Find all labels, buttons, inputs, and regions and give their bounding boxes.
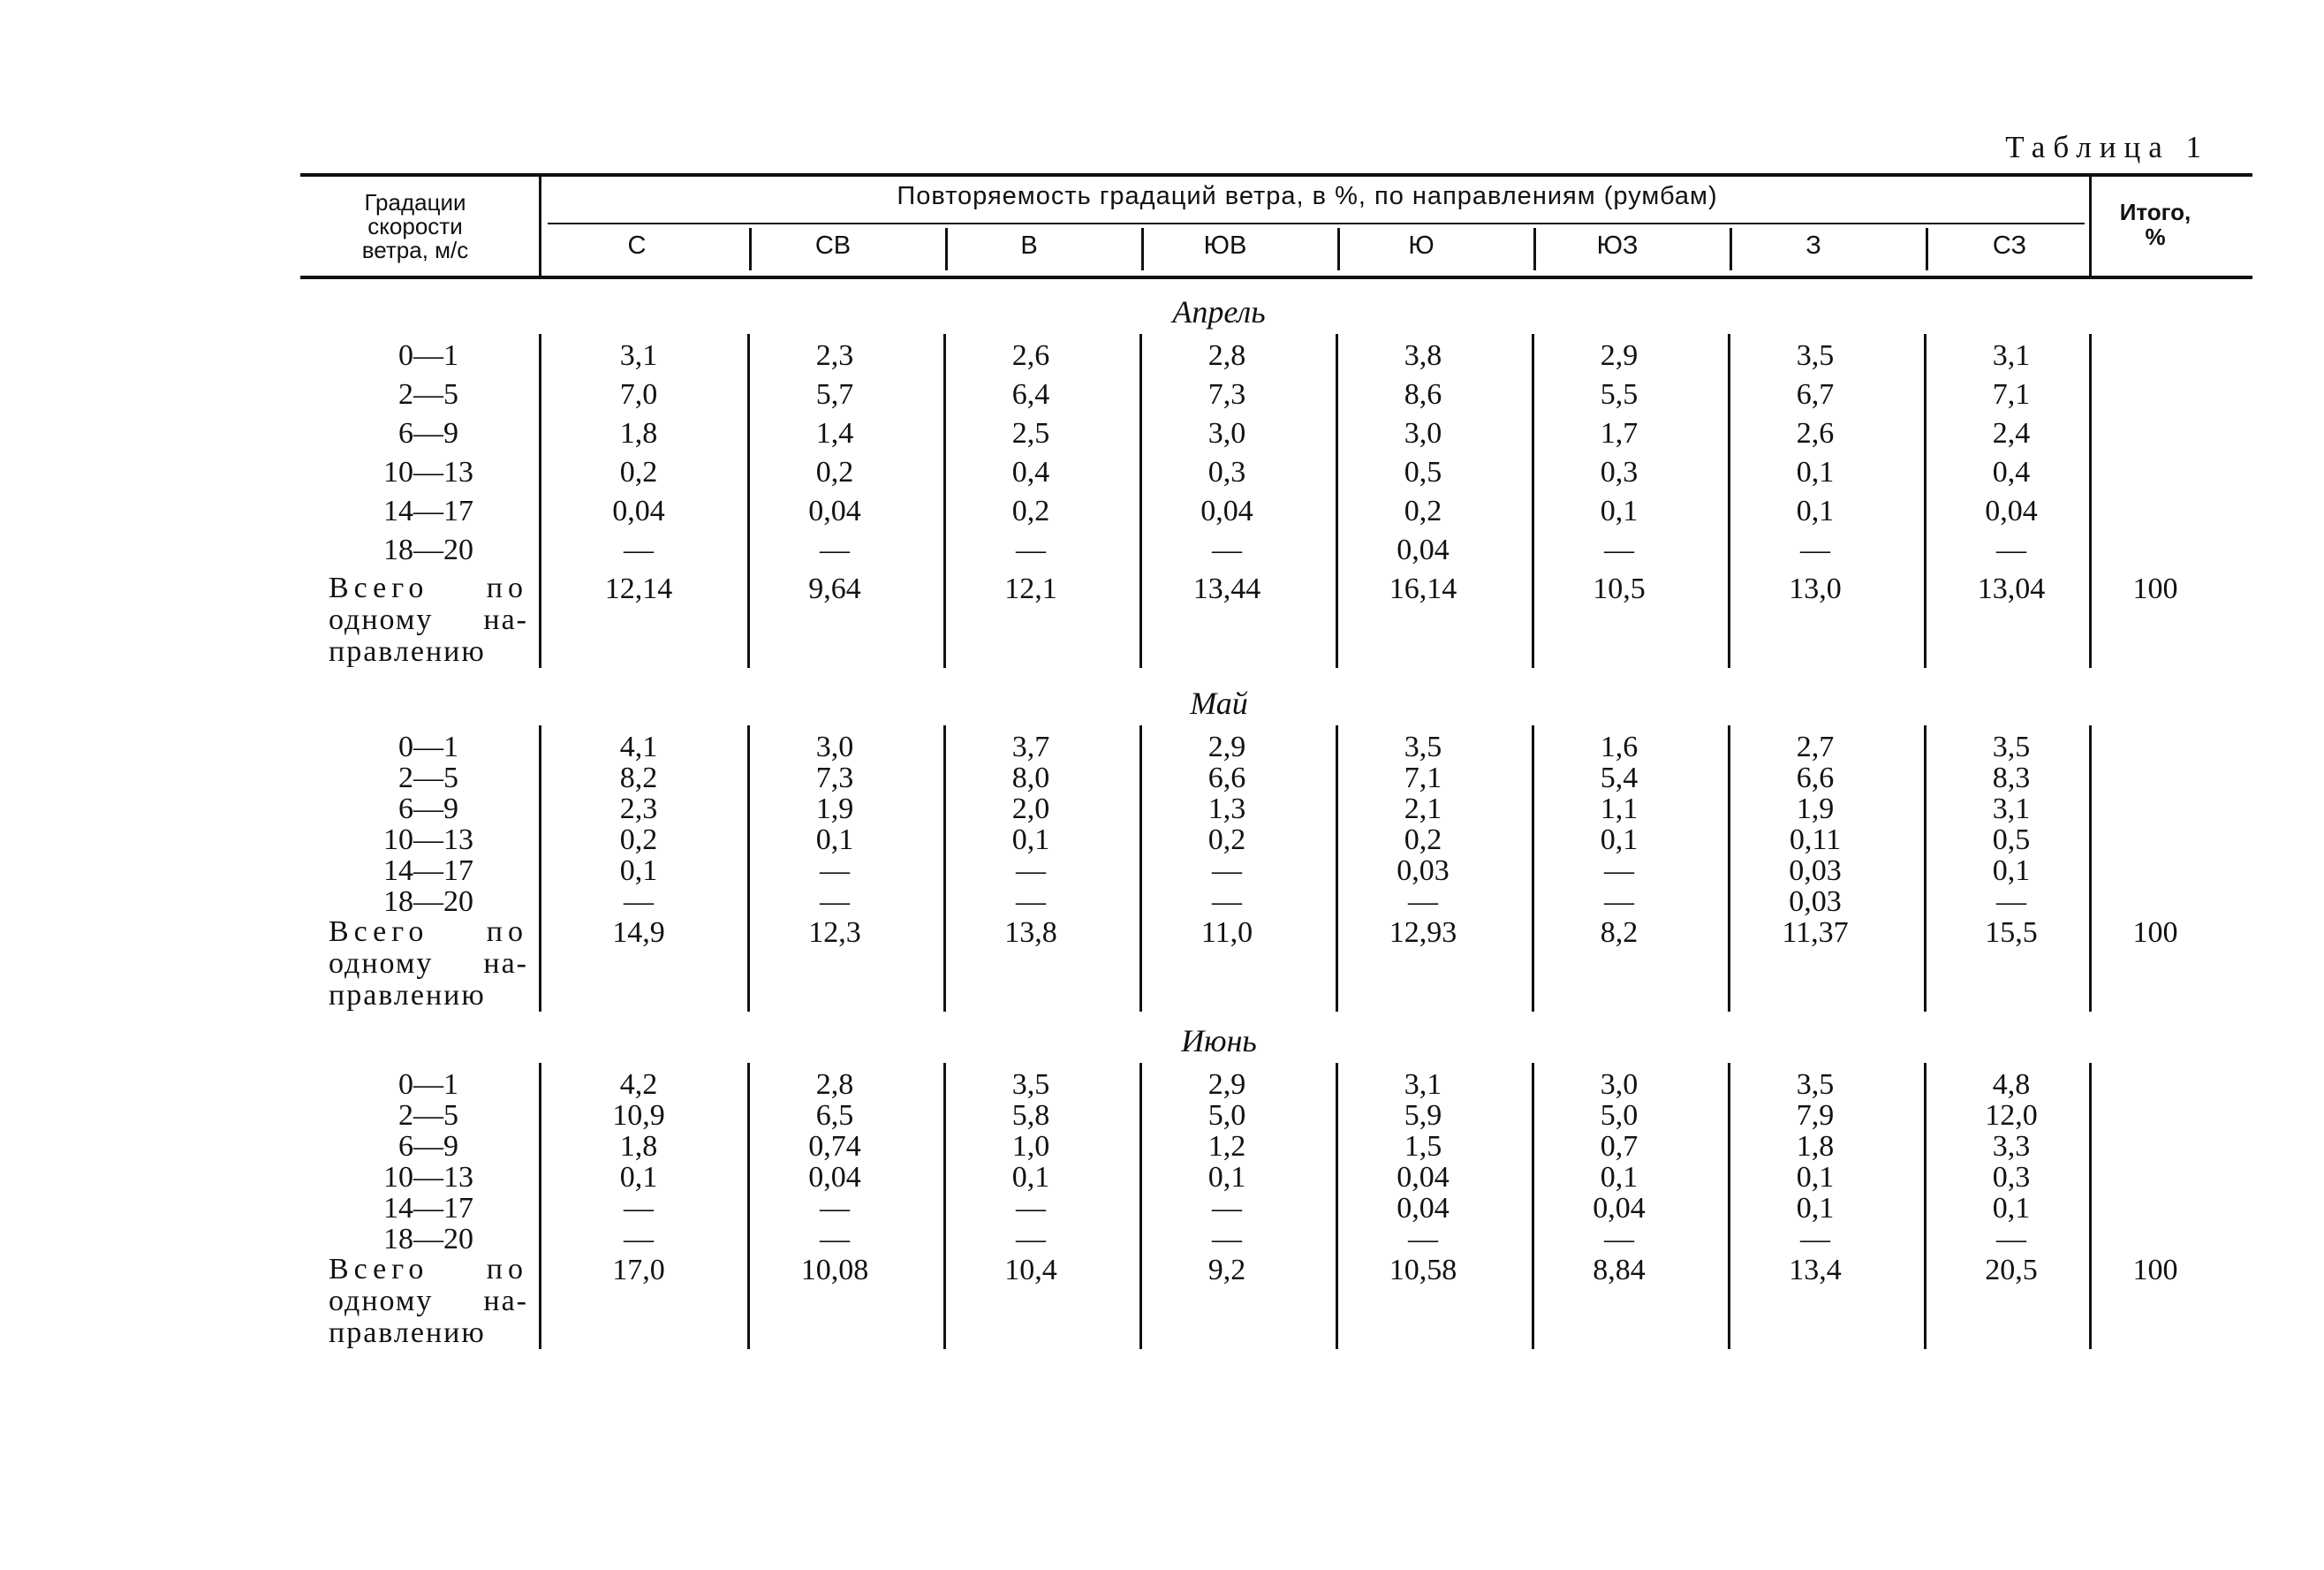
table-cell: 0,04 — [1593, 1192, 1646, 1225]
total-cell: 12,1 — [1004, 573, 1057, 605]
month-heading: Июнь — [1181, 1023, 1257, 1058]
table-cell: 0,1 — [1011, 823, 1050, 856]
total-cell: 8,84 — [1593, 1254, 1646, 1286]
table-cell: 0,1 — [1992, 1192, 2031, 1225]
table-cell: — — [1016, 885, 1046, 918]
table-cell: 3,3 — [1992, 1130, 2031, 1163]
total-label-word: по — [486, 572, 528, 604]
table-cell: 3,1 — [1992, 339, 2031, 372]
table-cell: 2,7 — [1796, 731, 1835, 763]
total-cell: 12,14 — [604, 573, 673, 605]
table-cell: 2,1 — [1404, 793, 1442, 825]
column-divider — [1532, 334, 1534, 668]
total-cell: 10,4 — [1004, 1254, 1057, 1286]
speed-grade-label: 10—13 — [383, 456, 473, 489]
table-cell: 0,2 — [1207, 823, 1246, 856]
column-divider — [1139, 725, 1142, 1012]
direction-header-divider — [1926, 228, 1928, 270]
table-cell: — — [1408, 885, 1438, 918]
table-cell: 3,1 — [1992, 793, 2031, 825]
table-cell: 0,1 — [1796, 456, 1835, 489]
direction-header-2: СВ — [814, 231, 852, 260]
table-cell: 3,0 — [1600, 1068, 1639, 1101]
direction-header-divider — [1533, 228, 1536, 270]
table-cell: — — [1996, 885, 2026, 918]
table-cell: 7,1 — [1992, 378, 2031, 411]
itogo-value: 100 — [2132, 573, 2178, 605]
table-cell: 0,03 — [1789, 854, 1842, 887]
table-cell: 12,0 — [1985, 1099, 2038, 1132]
table-cell: 1,7 — [1600, 417, 1639, 450]
table-cell: 3,0 — [1207, 417, 1246, 450]
table-cell: 0,1 — [1796, 1192, 1835, 1225]
total-cell: 17,0 — [612, 1254, 665, 1286]
table-cell: 8,3 — [1992, 762, 2031, 794]
column-divider — [1924, 1063, 1927, 1349]
table-cell: 1,9 — [815, 793, 854, 825]
table-cell: 0,5 — [1404, 456, 1442, 489]
table-cell: 1,2 — [1207, 1130, 1246, 1163]
total-cell: 10,08 — [800, 1254, 869, 1286]
speed-grade-label: 0—1 — [398, 339, 458, 372]
table-cell: — — [820, 854, 850, 887]
speed-grade-label: 2—5 — [398, 1099, 458, 1132]
total-cell: 9,2 — [1207, 1254, 1246, 1286]
direction-header-8: СЗ — [1992, 231, 2027, 260]
table-cell: — — [1212, 854, 1242, 887]
column-divider — [1336, 334, 1338, 668]
direction-header-divider — [1730, 228, 1732, 270]
direction-header-6: ЮЗ — [1596, 231, 1639, 260]
table-cell: — — [1212, 1223, 1242, 1255]
table-cell: 0,1 — [1600, 823, 1639, 856]
table-cell: 0,1 — [1600, 495, 1639, 527]
total-header: Итого, % — [2119, 199, 2192, 250]
table-cell: 3,1 — [1404, 1068, 1442, 1101]
table-cell: — — [820, 534, 850, 566]
table-cell: — — [1604, 534, 1634, 566]
table-cell: — — [1212, 534, 1242, 566]
speed-grade-label: 6—9 — [398, 793, 458, 825]
column-divider — [1139, 334, 1142, 668]
table-cell: 0,03 — [1789, 885, 1842, 918]
table-cell: 2,3 — [619, 793, 658, 825]
total-row-label — [329, 916, 528, 1012]
table-cell: 2,9 — [1207, 1068, 1246, 1101]
total-cell: 13,04 — [1977, 573, 2046, 605]
table-cell: 0,1 — [619, 854, 658, 887]
table-cell: 0,04 — [1200, 495, 1253, 527]
table-cell: — — [624, 1192, 654, 1225]
table-cell: 0,2 — [1404, 495, 1442, 527]
column-divider — [1532, 1063, 1534, 1349]
group-header-underline — [548, 223, 2085, 224]
speed-grade-label: 18—20 — [383, 1223, 473, 1255]
table-cell: 2,9 — [1207, 731, 1246, 763]
column-divider — [943, 1063, 946, 1349]
table-cell: 0,2 — [815, 456, 854, 489]
column-divider — [1336, 725, 1338, 1012]
speed-grade-label: 14—17 — [383, 495, 473, 527]
table-cell: 0,1 — [1992, 854, 2031, 887]
table-cell: 0,04 — [1397, 534, 1450, 566]
total-label-line — [329, 1254, 528, 1286]
table-cell: 2,9 — [1600, 339, 1639, 372]
total-label-line — [329, 1286, 528, 1317]
table-cell: — — [1604, 1223, 1634, 1255]
table-cell: 0,4 — [1011, 456, 1050, 489]
table-cell: 0,04 — [808, 1161, 861, 1194]
table-cell: 8,6 — [1404, 378, 1442, 411]
total-cell: 15,5 — [1985, 916, 2038, 949]
total-label-line — [329, 604, 528, 636]
row-header: Градации скорости ветра, м/с — [361, 189, 469, 263]
total-cell: 12,93 — [1389, 916, 1457, 949]
table-cell: 2,0 — [1011, 793, 1050, 825]
table-cell: — — [1212, 1192, 1242, 1225]
table-cell: 1,6 — [1600, 731, 1639, 763]
table-cell: — — [820, 885, 850, 918]
speed-grade-label: 18—20 — [383, 885, 473, 918]
direction-header-1: С — [627, 231, 647, 260]
speed-grade-label: 10—13 — [383, 823, 473, 856]
direction-header-divider — [945, 228, 948, 270]
table-cell: 5,5 — [1600, 378, 1639, 411]
table-cell: — — [1212, 885, 1242, 918]
column-divider — [1924, 334, 1927, 668]
total-label-line: правлению — [329, 1316, 486, 1349]
column-divider — [539, 1063, 541, 1349]
table-cell: — — [1996, 534, 2026, 566]
table-cell: — — [1604, 854, 1634, 887]
table-cell: 0,4 — [1992, 456, 2031, 489]
total-cell: 16,14 — [1389, 573, 1457, 605]
table-cell: 2,4 — [1992, 417, 2031, 450]
column-divider — [1532, 725, 1534, 1012]
column-divider — [747, 725, 750, 1012]
speed-grade-label: 6—9 — [398, 1130, 458, 1163]
column-divider — [2089, 334, 2092, 668]
speed-grade-label: 10—13 — [383, 1161, 473, 1194]
table-cell: — — [1016, 854, 1046, 887]
table-cell: — — [1016, 1192, 1046, 1225]
column-divider — [539, 725, 541, 1012]
table-cell: 0,04 — [808, 495, 861, 527]
table-cell: 8,0 — [1011, 762, 1050, 794]
table-cell: 0,7 — [1600, 1130, 1639, 1163]
total-label-line — [329, 916, 528, 948]
column-divider — [1924, 725, 1927, 1012]
table-cell: 0,2 — [1011, 495, 1050, 527]
table-cell: 8,2 — [619, 762, 658, 794]
speed-grade-label: 14—17 — [383, 854, 473, 887]
total-label-word: по — [486, 915, 528, 948]
column-divider — [747, 334, 750, 668]
table-cell: 7,0 — [619, 378, 658, 411]
table-cell: 0,1 — [1207, 1161, 1246, 1194]
total-label-word: Всего — [329, 915, 429, 948]
table-cell: 0,04 — [612, 495, 665, 527]
speed-grade-label: 2—5 — [398, 378, 458, 411]
column-divider — [2089, 725, 2092, 1012]
table-cell: 1,8 — [619, 1130, 658, 1163]
table-cell: 4,2 — [619, 1068, 658, 1101]
column-divider — [2089, 1063, 2092, 1349]
table-cell: 0,1 — [1796, 1161, 1835, 1194]
total-cell: 13,4 — [1789, 1254, 1842, 1286]
table-cell: 7,3 — [815, 762, 854, 794]
table-top-rule — [300, 173, 2252, 177]
total-cell: 10,5 — [1593, 573, 1646, 605]
direction-header-5: Ю — [1408, 231, 1435, 260]
column-divider — [747, 1063, 750, 1349]
month-heading: Май — [1190, 686, 1248, 721]
table-cell: — — [1408, 1223, 1438, 1255]
table-header-bottom-rule — [300, 276, 2252, 279]
table-cell: 0,03 — [1397, 854, 1450, 887]
table-cell: — — [1016, 1223, 1046, 1255]
total-cell: 13,44 — [1192, 573, 1261, 605]
total-cell: 11,37 — [1782, 916, 1849, 949]
table-cell: 0,74 — [808, 1130, 861, 1163]
total-cell: 13,8 — [1004, 916, 1057, 949]
table-cell: — — [1800, 534, 1830, 566]
column-divider — [1728, 1063, 1730, 1349]
speed-grade-label: 2—5 — [398, 762, 458, 794]
column-divider — [943, 334, 946, 668]
total-label-word: Всего — [329, 572, 429, 604]
table-cell: 2,8 — [815, 1068, 854, 1101]
total-label-word: одному — [329, 1285, 434, 1317]
total-label-word: одному — [329, 603, 434, 636]
table-cell: 0,3 — [1992, 1161, 2031, 1194]
total-label-line: правлению — [329, 979, 486, 1012]
table-cell: 7,1 — [1404, 762, 1442, 794]
speed-grade-label: 18—20 — [383, 534, 473, 566]
total-cell: 11,0 — [1200, 916, 1253, 949]
table-cell: 1,0 — [1011, 1130, 1050, 1163]
column-divider — [943, 725, 946, 1012]
total-label-line — [329, 573, 528, 604]
table-cell: — — [820, 1223, 850, 1255]
direction-header-divider — [1141, 228, 1144, 270]
table-cell: 5,0 — [1207, 1099, 1246, 1132]
table-cell: 5,9 — [1404, 1099, 1442, 1132]
table-cell: 2,8 — [1207, 339, 1246, 372]
total-cell: 12,3 — [808, 916, 861, 949]
table-cell: 0,2 — [619, 823, 658, 856]
speed-grade-label: 0—1 — [398, 1068, 458, 1101]
table-cell: 0,1 — [619, 1161, 658, 1194]
table-cell: 6,6 — [1207, 762, 1246, 794]
table-cell: 3,5 — [1992, 731, 2031, 763]
table-cell: 3,0 — [1404, 417, 1442, 450]
table-cell: 2,3 — [815, 339, 854, 372]
total-cell: 14,9 — [612, 916, 665, 949]
table-cell: 1,4 — [815, 417, 854, 450]
table-cell: 2,6 — [1011, 339, 1050, 372]
total-cell: 20,5 — [1985, 1254, 2038, 1286]
total-label-word: одному — [329, 947, 434, 980]
total-row-label — [329, 1254, 528, 1349]
table-cell: 1,8 — [619, 417, 658, 450]
table-cell: 1,3 — [1207, 793, 1246, 825]
table-cell: 5,8 — [1011, 1099, 1050, 1132]
table-cell: — — [624, 885, 654, 918]
table-cell: 0,1 — [1600, 1161, 1639, 1194]
table-cell: 3,5 — [1011, 1068, 1050, 1101]
table-cell: 10,9 — [612, 1099, 665, 1132]
table-cell: 0,3 — [1600, 456, 1639, 489]
table-cell: 6,6 — [1796, 762, 1835, 794]
table-cell: — — [624, 1223, 654, 1255]
table-cell: 2,5 — [1011, 417, 1050, 450]
column-divider — [1139, 1063, 1142, 1349]
total-label-word: по — [486, 1253, 528, 1286]
table-label: Таблица 1 — [2005, 130, 2209, 164]
total-cell: 13,0 — [1789, 573, 1842, 605]
table-cell: 2,6 — [1796, 417, 1835, 450]
table-cell: 6,7 — [1796, 378, 1835, 411]
table-cell: 4,8 — [1992, 1068, 2031, 1101]
table-cell: 0,1 — [1796, 495, 1835, 527]
total-label-word: на- — [483, 1285, 528, 1317]
total-cell: 8,2 — [1600, 916, 1639, 949]
table-cell: 0,04 — [1397, 1161, 1450, 1194]
table-cell: 5,4 — [1600, 762, 1639, 794]
table-cell: 0,04 — [1397, 1192, 1450, 1225]
speed-grade-label: 6—9 — [398, 417, 458, 450]
table-cell: 5,0 — [1600, 1099, 1639, 1132]
direction-header-divider — [749, 228, 752, 270]
direction-header-divider — [1337, 228, 1340, 270]
total-cell: 9,64 — [808, 573, 861, 605]
group-header: Повторяемость градаций ветра, в %, по направлениям (румбам) — [897, 182, 1718, 210]
column-divider — [1728, 725, 1730, 1012]
total-label-word: на- — [483, 603, 528, 636]
table-cell: — — [820, 1192, 850, 1225]
table-cell: 0,2 — [1404, 823, 1442, 856]
table-cell: 1,5 — [1404, 1130, 1442, 1163]
table-cell: 6,4 — [1011, 378, 1050, 411]
table-cell: 7,9 — [1796, 1099, 1835, 1132]
table-cell: — — [1016, 534, 1046, 566]
table-cell: — — [624, 534, 654, 566]
direction-header-7: З — [1805, 231, 1821, 260]
table-cell: 6,5 — [815, 1099, 854, 1132]
table-cell: 3,8 — [1404, 339, 1442, 372]
direction-header-3: В — [1020, 231, 1038, 260]
column-divider — [1336, 1063, 1338, 1349]
table-cell: 0,1 — [815, 823, 854, 856]
table-cell: 3,0 — [815, 731, 854, 763]
table-cell: 4,1 — [619, 731, 658, 763]
table-cell: 0,04 — [1985, 495, 2038, 527]
speed-grade-label: 0—1 — [398, 731, 458, 763]
total-label-word: на- — [483, 947, 528, 980]
total-cell: 10,58 — [1389, 1254, 1457, 1286]
table-cell: — — [1604, 885, 1634, 918]
table-cell: 0,11 — [1789, 823, 1842, 856]
table-cell: 3,5 — [1404, 731, 1442, 763]
itogo-value: 100 — [2132, 916, 2178, 949]
table-cell: — — [1996, 1223, 2026, 1255]
direction-header-4: ЮВ — [1203, 231, 1247, 260]
table-cell: 0,1 — [1011, 1161, 1050, 1194]
table-cell: 5,7 — [815, 378, 854, 411]
total-label-line: правлению — [329, 635, 486, 668]
table-cell: — — [1800, 1223, 1830, 1255]
table-cell: 0,2 — [619, 456, 658, 489]
table-cell: 1,1 — [1600, 793, 1639, 825]
itogo-value: 100 — [2132, 1254, 2178, 1286]
column-divider — [1728, 334, 1730, 668]
table-cell: 3,5 — [1796, 339, 1835, 372]
table-cell: 3,5 — [1796, 1068, 1835, 1101]
column-divider — [539, 334, 541, 668]
total-label-line — [329, 948, 528, 980]
table-cell: 0,5 — [1992, 823, 2031, 856]
table-cell: 1,8 — [1796, 1130, 1835, 1163]
total-row-label — [329, 573, 528, 668]
total-label-word: Всего — [329, 1253, 429, 1286]
month-heading: Апрель — [1172, 294, 1266, 330]
table-cell: 7,3 — [1207, 378, 1246, 411]
table-cell: 1,9 — [1796, 793, 1835, 825]
table-cell: 3,7 — [1011, 731, 1050, 763]
table-cell: 3,1 — [619, 339, 658, 372]
speed-grade-label: 14—17 — [383, 1192, 473, 1225]
table-cell: 0,3 — [1207, 456, 1246, 489]
